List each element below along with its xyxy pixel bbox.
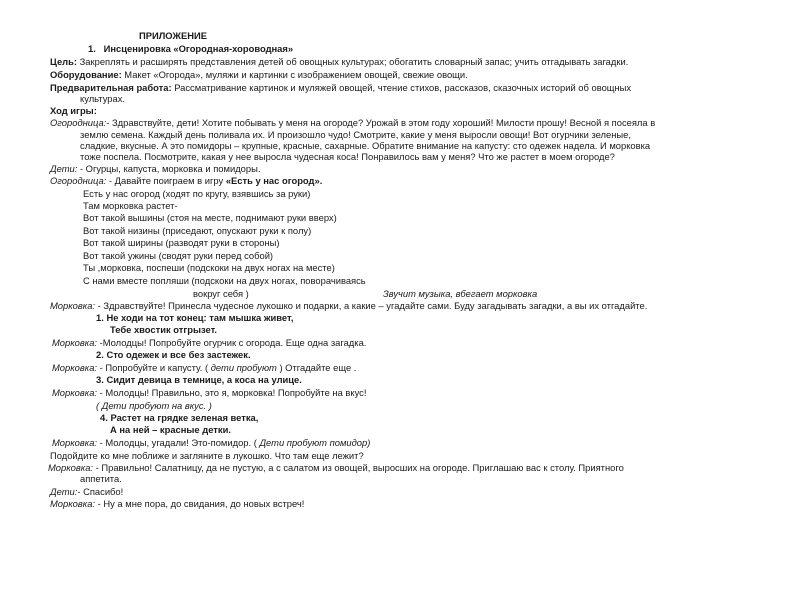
prep-label: Предварительная работа: <box>50 82 172 93</box>
equipment-label: Оборудование: <box>50 69 122 80</box>
speaker: Морковка: <box>50 300 96 311</box>
game-intro <box>50 175 322 187</box>
speaker: Морковка: <box>52 362 98 373</box>
carrot-text: ) Отгадайте еще . <box>276 362 357 373</box>
carrot-text: - Молодцы! Правильно, это я, морковка! Попробуйте на вкус! <box>97 387 367 398</box>
stage-note: дети пробуют <box>210 362 277 373</box>
song-line: Там морковка растет- <box>83 200 178 211</box>
heading-text: Инсценировка «Огородная-хороводная» <box>103 43 294 54</box>
carrot-text: - Правильно! Салатницу, да не пустую, а с салатом из овощей, выросших на огороде. Приглашаю вас к столу. Приятного <box>93 462 624 473</box>
equipment <box>50 69 468 81</box>
kids-reply <box>50 163 260 175</box>
riddle-text: Не ходи на тот конец: там мышка живет, <box>106 312 294 323</box>
stage-note: Звучит музыка, вбегает морковка <box>383 288 538 299</box>
carrot-line <box>52 437 370 449</box>
prep-cont: культурах. <box>80 93 126 104</box>
prep-text: Рассматривание картинок и муляжей овощей, чтение стихов, рассказов, сказочных историй об овощных <box>171 82 632 93</box>
speaker: Дети: <box>50 163 78 174</box>
kids-reply <box>50 486 123 498</box>
intro-line: землю семена. Каждый день поливала их. И произошло чудо! Смотрите, какие у меня выросли овощи! Вот огурчики зеленые, <box>80 129 631 140</box>
song-line: Вот такой ширины (разводят руки в стороны) <box>83 237 280 248</box>
goal-text: Закреплять и расширять представления детей об овощных культурах; обогатить словарный запас; учить отгадывать загадки. <box>77 56 629 67</box>
goal-label: Цель: <box>50 56 78 67</box>
speaker: Морковка: <box>48 462 94 473</box>
intro-line: тоже поспела. Посмотрите, какая у нее выросла чудесная коса! Понравилось вам у меня? Что же растет в моем огороде? <box>80 151 615 162</box>
carrot-text: -Молодцы! Попробуйте огурчик с огорода. Еще одна загадка. <box>97 337 367 348</box>
reply-text: - Спасибо! <box>77 486 124 497</box>
song-line: Вот такой ужины (сводят руки перед собой) <box>83 250 274 261</box>
riddle-number: 4. <box>100 412 108 423</box>
riddle-number: 2. <box>96 349 104 360</box>
stage-note: ( Дети пробуют на вкус. ) <box>96 400 212 411</box>
carrot-line <box>50 300 647 312</box>
appendix-title: ПРИЛОЖЕНИЕ <box>139 30 207 41</box>
song-line: Есть у нас огород (ходят по кругу, взявшись за руки) <box>83 188 311 199</box>
carrot-line <box>52 387 366 399</box>
reply-text: - Огурцы, капуста, морковка и помидоры. <box>77 163 261 174</box>
speaker: Дети: <box>50 486 78 497</box>
equipment-text: Макет «Огорода», муляжи и картинки с изображением овощей, свежие овощи. <box>121 69 468 80</box>
riddle-text: Растет на грядке зеленая ветка, <box>110 412 259 423</box>
riddle-number: 1. <box>96 312 104 323</box>
riddle-text: Тебе хвостик отгрызет. <box>110 324 217 335</box>
carrot-text: - Здравствуйте! Принесла чудесное лукошко и подарки, а какие – угадайте сами. Буду загадывать загадки, а вы их отгадайте. <box>95 300 648 311</box>
riddle-text: Сто одежек и все без застежек. <box>106 349 251 360</box>
heading <box>88 43 293 55</box>
intro-line: - Здравствуйте, дети! Хотите побывать у меня на огороде? Урожай в этом году хороший! Милости прошу! Весной я посеяла в <box>106 117 656 128</box>
speaker: Огородница: <box>50 175 107 186</box>
carrot-text: - Молодцы, угадали! Это-помидор. ( <box>97 437 257 448</box>
song-line: вокруг себя ) <box>193 288 249 299</box>
course-label: Ход игры: <box>50 105 97 116</box>
carrot-line <box>50 498 304 510</box>
carrot-line <box>48 462 624 474</box>
game-name: «Есть у нас огород». <box>225 175 323 186</box>
speaker: Морковка: <box>52 337 98 348</box>
heading-number: 1. <box>88 43 96 54</box>
carrot-line <box>52 362 356 374</box>
riddle <box>96 312 293 324</box>
speaker: Морковка: <box>50 498 96 509</box>
carrot-text: аппетита. <box>80 473 122 484</box>
goal <box>50 56 628 68</box>
song-line: Вот такой вышины (стоя на месте, поднимают руки вверх) <box>83 212 337 223</box>
speaker: Огородница: <box>50 117 107 128</box>
carrot-line <box>52 337 366 349</box>
intro-line: сладкие, вкусные. А это помидоры – крупные, красные, сахарные. Обратите внимание на капусту: сто одежек надела. И морковка <box>80 140 651 151</box>
carrot-text: - Попробуйте и капусту. ( <box>97 362 211 373</box>
prep <box>50 82 631 94</box>
song-line: Ты ,морковка, поспеши (подскоки на двух ногах на месте) <box>83 262 335 273</box>
riddle <box>100 412 258 424</box>
riddle-number: 3. <box>96 374 104 385</box>
riddle-text: Сидит девица в темнице, а коса на улице. <box>106 374 302 385</box>
song-line: С нами вместе попляши (подскоки на двух ногах, поворачиваясь <box>83 275 366 286</box>
song-line: Вот такой низины (приседают, опускают руки к полу) <box>83 225 312 236</box>
riddle <box>96 374 302 386</box>
riddle-text: А на ней – красные детки. <box>110 424 231 435</box>
speaker: Морковка: <box>52 387 98 398</box>
intro <box>50 117 655 129</box>
carrot-text: - Ну а мне пора, до свидания, до новых встреч! <box>95 498 305 509</box>
game-text: - Давайте поиграем в игру <box>106 175 226 186</box>
stage-note: Дети пробуют помидор) <box>256 437 371 448</box>
riddle <box>96 349 251 361</box>
come-closer: Подойдите ко мне поближе и загляните в лукошко. Что там еще лежит? <box>50 450 364 461</box>
speaker: Морковка: <box>52 437 98 448</box>
